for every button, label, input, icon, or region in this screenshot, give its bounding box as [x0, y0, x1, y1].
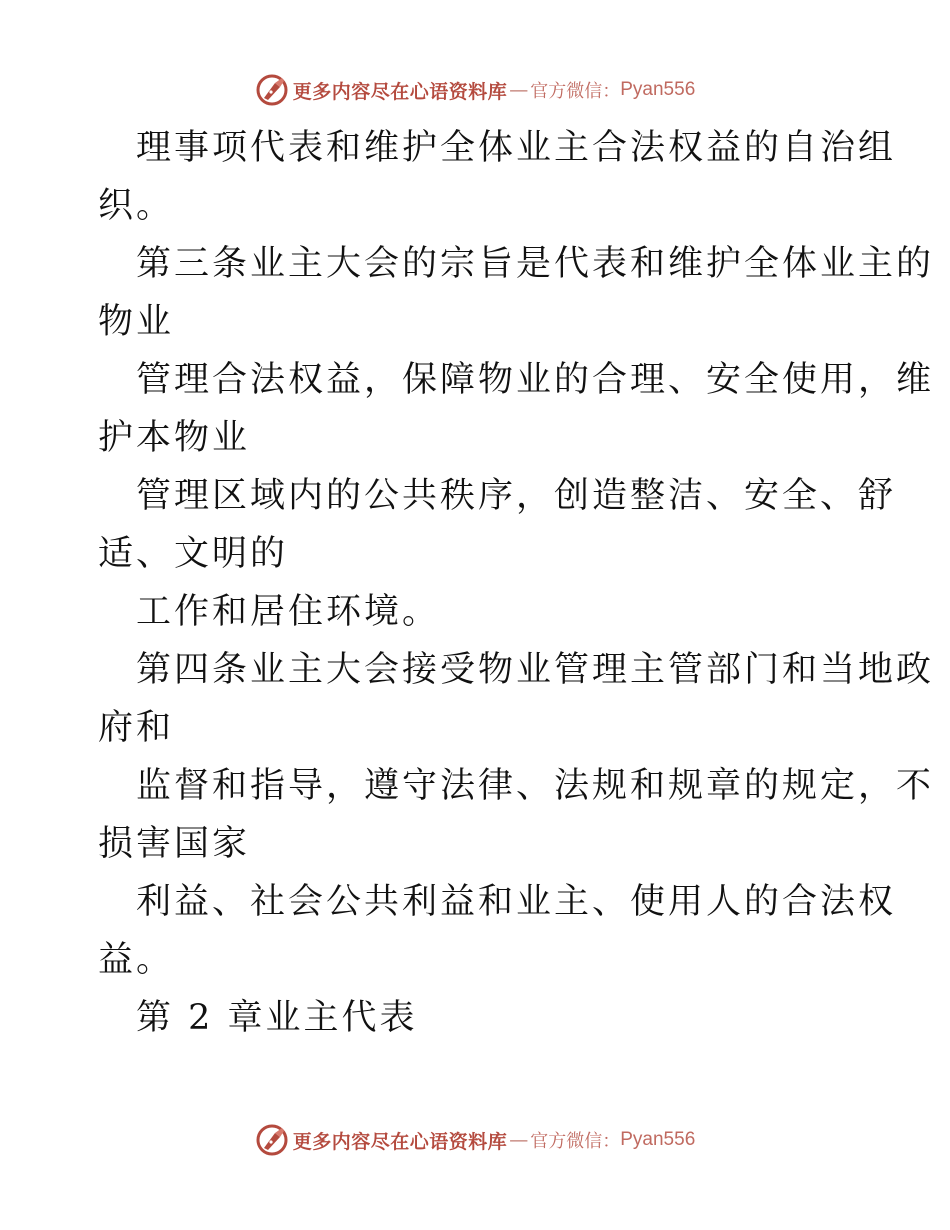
body-line: 第 2 章业主代表	[136, 998, 418, 1038]
body-line: 损害国家	[98, 824, 251, 864]
body-line: 工作和居住环境。	[136, 592, 441, 632]
footer-dash: —	[509, 1129, 529, 1151]
footer-wechat-id: Pyan556	[620, 1129, 696, 1150]
body-line: 管理合法权益，保障物业的合理、安全使用，维	[136, 360, 935, 400]
body-line: 监督和指导，遵守法律、法规和规章的规定，不	[136, 766, 935, 806]
header-dash: —	[509, 79, 529, 101]
body-line: 府和	[98, 708, 175, 748]
header-official-text: 官方微信：	[530, 81, 621, 102]
body-line: 理事项代表和维护全体业主合法权益的自治组	[136, 128, 897, 168]
body-line: 利益、社会公共利益和业主、使用人的合法权	[136, 882, 897, 922]
body-line: 护本物业	[98, 418, 251, 458]
header-banner	[0, 70, 950, 110]
body-line: 适、文明的	[98, 534, 289, 574]
pen-nib-circle-icon	[255, 73, 289, 107]
body-line: 益。	[98, 940, 175, 980]
body-line: 第四条业主大会接受物业管理主管部门和当地政	[136, 650, 935, 690]
header-brand-text: 更多内容尽在心语资料库	[292, 80, 508, 103]
body-line: 管理区域内的公共秩序，创造整洁、安全、舒	[136, 476, 897, 516]
footer-banner	[0, 1120, 950, 1160]
body-line: 物业	[98, 302, 175, 342]
footer-brand-text: 更多内容尽在心语资料库	[292, 1130, 508, 1153]
footer-official-text: 官方微信：	[530, 1131, 621, 1152]
header-wechat-id: Pyan556	[620, 79, 696, 100]
pen-nib-circle-icon	[255, 1123, 289, 1157]
body-line: 织。	[98, 186, 175, 226]
body-line: 第三条业主大会的宗旨是代表和维护全体业主的	[136, 244, 935, 284]
